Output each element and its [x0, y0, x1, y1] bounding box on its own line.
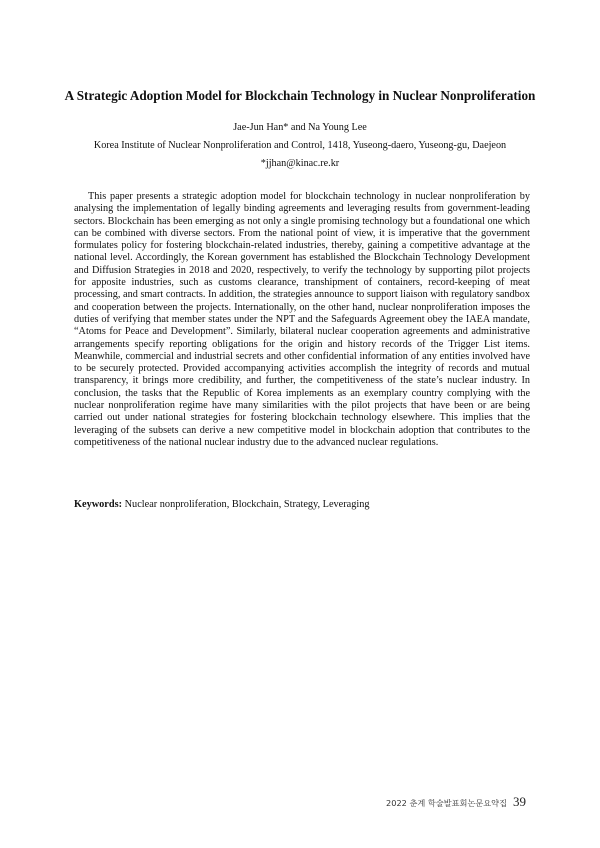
- keywords-line: [74, 498, 530, 511]
- keywords-label: Keywords:: [74, 499, 123, 510]
- paper-authors: Jae-Jun Han* and Na Young Lee: [233, 122, 367, 133]
- author-email: *jjhan@kinac.re.kr: [260, 158, 340, 169]
- page-number: 39: [513, 794, 526, 809]
- author-affiliation: Korea Institute of Nuclear Nonproliferation and Control, 1418, Yuseong-daero, Yuseong-gu, Daejeon: [93, 140, 507, 151]
- proceedings-name: 2022 춘계 학술발표회논문요약집: [386, 798, 507, 808]
- paper-title: A Strategic Adoption Model for Blockchain Technology in Nuclear Nonproliferation: [64, 88, 536, 103]
- page-footer: [386, 794, 526, 810]
- abstract-paragraph: This paper presents a strategic adoption model for blockchain technology in nuclear nonproliferation by analysing the implementation of legally binding agreements and leveraging results from government-leading sectors. Blockchain has been emerging as not only a single promising technology but a foundational one which can be combined with diverse sectors. From the national point of view, it is imperative that the government formulates policy for fostering blockchain-related industries, thereby, gaining a competitive advantage at the national level. Accordingly, the Korean government has established the Blockchain Technology Development and Diffusion Strategies in 2018 and 2020, respectively, to verify the technology by supporting pilot projects for apposite industries, such as customs clearance, transhipment of containers, record-keeping of meat processing, and smart contracts. In addition, the strategies announce to support liaison with regulatory sandbox and cooperation between the projects. Internationally, on the other hand, nuclear nonproliferation imposes the duties of verifying that member states under the NPT and the Safeguards Agreement obey the IAEA mandate, “Atoms for Peace and Development”. Similarly, bilateral nuclear cooperation agreements and administrative arrangements specify reporting obligations for the origin and history records of the Trigger List items. Meanwhile, commercial and industrial secrets and other confidential information of any entities involved have to be securely protected. Provided accompanying activities accomplish the integrity of records and mutual transparency, it brings more credibility, and further, the competitiveness of the state’s nuclear industry. In conclusion, the tasks that the Republic of Korea implements as an exemplary country complying with the nuclear nonproliferation regime have many similarities with the pilot projects that have been or are being carried out under national strategies for fostering blockchain technology elsewhere. This implies that the leveraging of the subsets can derive a new competitive model in blockchain adoption that contributes to the competitiveness of the national nuclear industry due to the advanced nuclear regulations.: [74, 191, 530, 448]
- keywords-list: Nuclear nonproliferation, Blockchain, Strategy, Leveraging: [122, 499, 370, 510]
